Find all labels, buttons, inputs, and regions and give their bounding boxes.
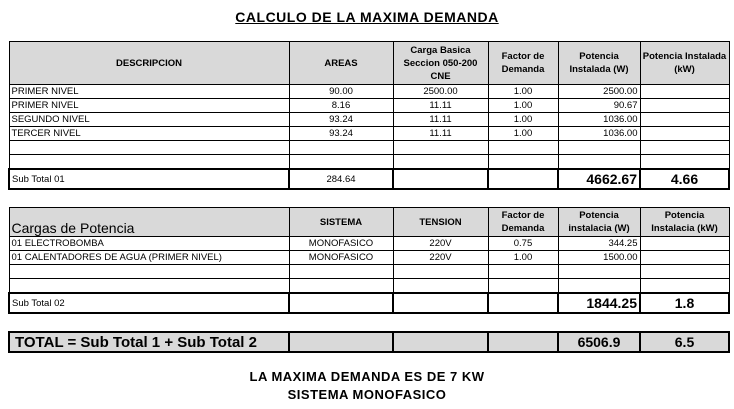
table-row — [9, 127, 729, 141]
empty-row — [9, 155, 729, 170]
row-desc: 01 CALENTADORES DE AGUA (PRIMER NIVEL) — [9, 251, 289, 265]
table-header-row — [9, 42, 729, 85]
power-loads-table — [8, 207, 730, 314]
total-pw: 6506.9 — [558, 332, 640, 352]
page-title: CALCULO DE LA MAXIMA DEMANDA — [235, 9, 499, 25]
table-row — [9, 113, 729, 127]
total-table — [8, 331, 730, 353]
row-factor: 1.00 — [488, 85, 558, 99]
subtotal-pkw: 4.66 — [640, 169, 729, 189]
row-desc: PRIMER NIVEL — [9, 85, 289, 99]
table-row — [9, 237, 729, 251]
table-row — [9, 85, 729, 99]
subtotal-row — [9, 169, 729, 189]
row-desc: TERCER NIVEL — [9, 127, 289, 141]
row-factor: 1.00 — [488, 127, 558, 141]
empty-row — [9, 265, 729, 279]
row-sistema: MONOFASICO — [289, 237, 393, 251]
system-statement: SISTEMA MONOFASICO — [287, 387, 447, 402]
row-pkw — [640, 127, 729, 141]
row-carga: 2500.00 — [393, 85, 488, 99]
subtotal-pw: 1844.25 — [558, 293, 640, 313]
header-cargas-potencia: Cargas de Potencia — [9, 208, 289, 237]
subtotal-row — [9, 293, 729, 313]
total-pkw: 6.5 — [640, 332, 729, 352]
row-area: 90.00 — [289, 85, 393, 99]
total-label: TOTAL = Sub Total 1 + Sub Total 2 — [9, 332, 289, 352]
row-pkw — [640, 113, 729, 127]
row-desc: PRIMER NIVEL — [9, 99, 289, 113]
row-area: 8.16 — [289, 99, 393, 113]
header-potencia-kw: Potencia Instalada (kW) — [640, 42, 729, 85]
row-pw: 1036.00 — [558, 127, 640, 141]
table-header-row — [9, 208, 729, 237]
row-sistema: MONOFASICO — [289, 251, 393, 265]
row-desc: 01 ELECTROBOMBA — [9, 237, 289, 251]
row-desc: SEGUNDO NIVEL — [9, 113, 289, 127]
empty-row — [9, 141, 729, 155]
row-pw: 1500.00 — [558, 251, 640, 265]
row-pw: 2500.00 — [558, 85, 640, 99]
demand-table — [8, 41, 730, 190]
total-row — [9, 332, 729, 352]
header-carga-basica: Carga Basica Seccion 050-200 CNE — [393, 42, 488, 85]
subtotal-area: 284.64 — [289, 169, 393, 189]
row-carga: 11.11 — [393, 99, 488, 113]
table-row — [9, 99, 729, 113]
header-areas: AREAS — [289, 42, 393, 85]
subtotal-pw: 4662.67 — [558, 169, 640, 189]
row-pw: 1036.00 — [558, 113, 640, 127]
subtotal-label: Sub Total 01 — [9, 169, 289, 189]
row-area: 93.24 — [289, 127, 393, 141]
header-potencia-w: Potencia instalacia (W) — [558, 208, 640, 237]
row-tension: 220V — [393, 251, 488, 265]
row-carga: 11.11 — [393, 127, 488, 141]
header-factor: Factor de Demanda — [488, 208, 558, 237]
max-demand-statement: LA MAXIMA DEMANDA ES DE 7 KW — [249, 369, 485, 384]
header-sistema: SISTEMA — [289, 208, 393, 237]
header-descripcion: DESCRIPCION — [9, 42, 289, 85]
row-pkw — [640, 99, 729, 113]
row-area: 93.24 — [289, 113, 393, 127]
row-pkw — [640, 85, 729, 99]
header-tension: TENSION — [393, 208, 488, 237]
row-carga: 11.11 — [393, 113, 488, 127]
header-factor: Factor de Demanda — [488, 42, 558, 85]
row-factor: 1.00 — [488, 251, 558, 265]
empty-row — [9, 279, 729, 294]
table-row — [9, 251, 729, 265]
header-potencia-kw: Potencia Instalacia (kW) — [640, 208, 729, 237]
row-factor: 0.75 — [488, 237, 558, 251]
row-pkw — [640, 251, 729, 265]
subtotal-label: Sub Total 02 — [9, 293, 289, 313]
row-pw: 90.67 — [558, 99, 640, 113]
row-pw: 344.25 — [558, 237, 640, 251]
subtotal-pkw: 1.8 — [640, 293, 729, 313]
header-potencia-w: Potencia Instalada (W) — [558, 42, 640, 85]
row-tension: 220V — [393, 237, 488, 251]
row-factor: 1.00 — [488, 99, 558, 113]
row-factor: 1.00 — [488, 113, 558, 127]
row-pkw — [640, 237, 729, 251]
